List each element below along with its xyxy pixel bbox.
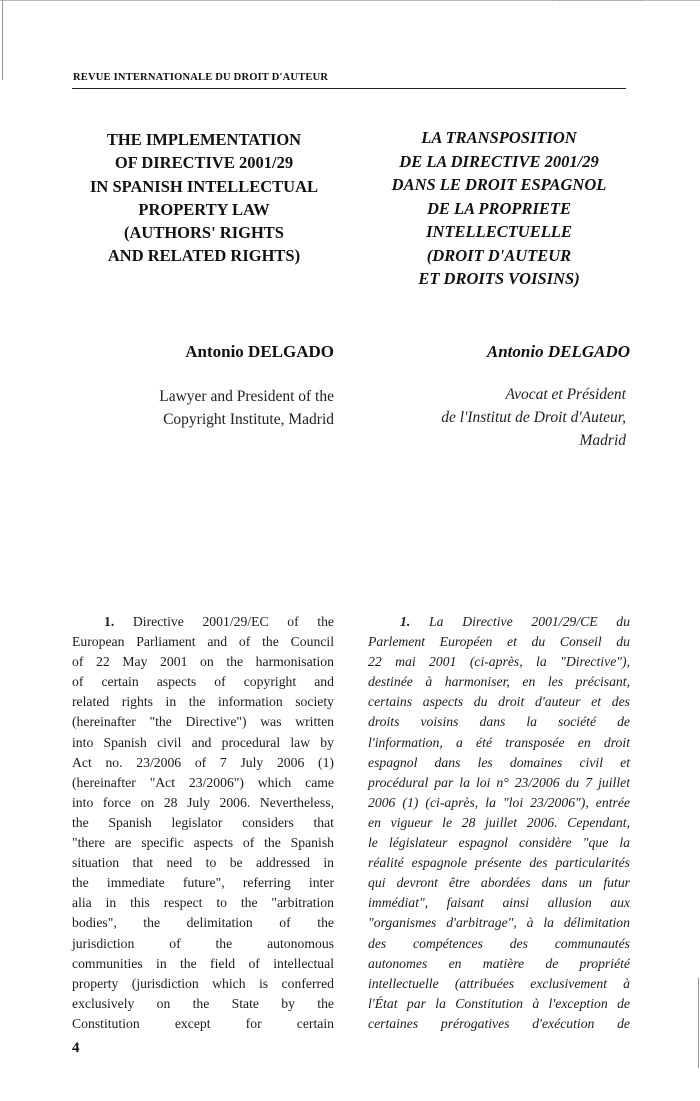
body-line: procédural par la loi n° 23/2006 du 7 juillet <box>368 774 630 790</box>
affiliation-line: Avocat et Président <box>505 386 626 403</box>
title-line: OF DIRECTIVE 2001/29 <box>114 153 294 173</box>
title-line: (DROIT D'AUTEUR <box>426 245 572 265</box>
page-number: 4 <box>72 1040 80 1056</box>
title-french <box>368 126 630 291</box>
body-line: certains aspects du droit d'auteur et des <box>368 694 630 710</box>
body-line: communities in the field of intellectual <box>72 955 334 971</box>
body-line: "organismes d'arbitrage", à la délimitation <box>368 915 630 931</box>
body-line: of certain aspects of copyright and <box>72 674 334 690</box>
title-line: DANS LE DROIT ESPAGNOL <box>391 175 607 194</box>
paragraph-text: Directive 2001/29/EC of the <box>114 614 334 629</box>
body-line: into Spanish civil and procedural law by <box>72 734 334 750</box>
body-line: (hereinafter "Act 23/2006") which came <box>72 774 334 790</box>
body-line: l'État par la Constitution à l'exception de <box>368 995 630 1011</box>
body-line: Act no. 23/2006 of 7 July 2006 (1) <box>72 754 334 770</box>
title-line: THE IMPLEMENTATION <box>106 130 302 149</box>
scan-edge-left <box>2 0 3 80</box>
title-line: DE LA DIRECTIVE 2001/29 <box>399 151 599 171</box>
author-name-english: Antonio DELGADO <box>185 342 334 361</box>
body-column-french <box>368 612 630 1034</box>
body-line: situation that need to be addressed in <box>72 855 334 871</box>
body-line: jurisdiction of the autonomous <box>72 935 334 951</box>
body-line: immédiat", faisant ainsi allusion aux <box>368 895 630 911</box>
body-line: Constitution except for certain <box>72 1015 334 1031</box>
body-line: property (jurisdiction which is conferred <box>72 975 334 991</box>
scan-mark <box>552 0 642 4</box>
title-line: INTELLECTUELLE <box>426 222 572 241</box>
title-line: DE LA PROPRIETE <box>427 198 571 218</box>
paragraph-first-line <box>72 612 334 632</box>
title-line: IN SPANISH INTELLECTUAL <box>89 176 318 196</box>
body-line: European Parliament and of the Council <box>72 634 334 650</box>
title-line: LA TRANSPOSITION <box>421 128 577 147</box>
body-line: destinée à harmoniser, en les précisant, <box>368 674 630 690</box>
body-line: certaines prérogatives d'exécution de <box>368 1015 630 1031</box>
body-line: Parlement Européen et du Conseil du <box>368 634 630 650</box>
body-line: "there are specific aspects of the Spanish <box>72 835 334 851</box>
body-line: bodies", the delimitation of the <box>72 915 334 931</box>
body-line: qui devront être abordées dans un futur <box>368 875 630 891</box>
body-line: des compétences des communautés <box>368 935 630 951</box>
body-line: 22 mai 2001 (ci-après, la "Directive"), <box>368 654 630 670</box>
title-english <box>72 128 336 268</box>
body-line: alia in this respect to the "arbitration <box>72 895 334 911</box>
paragraph-text: La Directive 2001/29/CE du <box>410 614 630 629</box>
affiliation-line: Lawyer and President of the <box>159 388 334 405</box>
affiliation-french <box>368 383 626 452</box>
affiliation-english <box>72 385 334 431</box>
body-line: en vigueur le 28 juillet 2006. Cependant, <box>368 814 630 830</box>
body-line: l'information, a été transposée en droit <box>368 734 630 750</box>
title-line: PROPERTY LAW <box>138 199 270 219</box>
body-line: intellectuelle (attribuées exclusivement à <box>368 975 630 991</box>
body-line: le législateur espagnol considère "que la <box>368 835 630 851</box>
body-line: espagnol dans les domaines civil et <box>368 754 630 770</box>
body-line: droits voisins dans la société de <box>368 714 630 730</box>
body-column-english <box>72 612 334 1034</box>
body-line: (hereinafter "the Directive") was written <box>72 714 334 730</box>
body-line: the immediate future", referring inter <box>72 875 334 891</box>
body-line: related rights in the information society <box>72 694 334 710</box>
body-line: the Spanish legislator considers that <box>72 814 334 830</box>
paragraph-first-line <box>368 612 630 632</box>
affiliation-line: de l'Institut de Droit d'Auteur, <box>441 409 626 426</box>
scan-edge-right <box>698 978 699 1068</box>
title-line: AND RELATED RIGHTS) <box>107 246 301 266</box>
running-head: REVUE INTERNATIONALE DU DROIT D'AUTEUR <box>73 72 329 83</box>
author-name-french: Antonio DELGADO <box>486 342 630 361</box>
affiliation-line: Copyright Institute, Madrid <box>163 411 334 428</box>
affiliation-line: Madrid <box>579 432 626 449</box>
title-line: ET DROITS VOISINS) <box>418 269 580 288</box>
body-line: into force on 28 July 2006. Nevertheless, <box>72 794 334 810</box>
paragraph-number: 1. <box>104 614 115 629</box>
body-line: réalité espagnole présente des particularités <box>368 855 630 871</box>
title-line: (AUTHORS' RIGHTS <box>124 223 284 243</box>
header-rule <box>72 88 626 89</box>
body-line: 2006 (1) (ci-après, la "loi 23/2006"), entrée <box>368 794 630 810</box>
body-line: of 22 May 2001 on the harmonisation <box>72 654 334 670</box>
body-line: autonomes en matière de propriété <box>368 955 630 971</box>
paragraph-number: 1. <box>400 614 411 629</box>
body-line: exclusively on the State by the <box>72 995 334 1011</box>
